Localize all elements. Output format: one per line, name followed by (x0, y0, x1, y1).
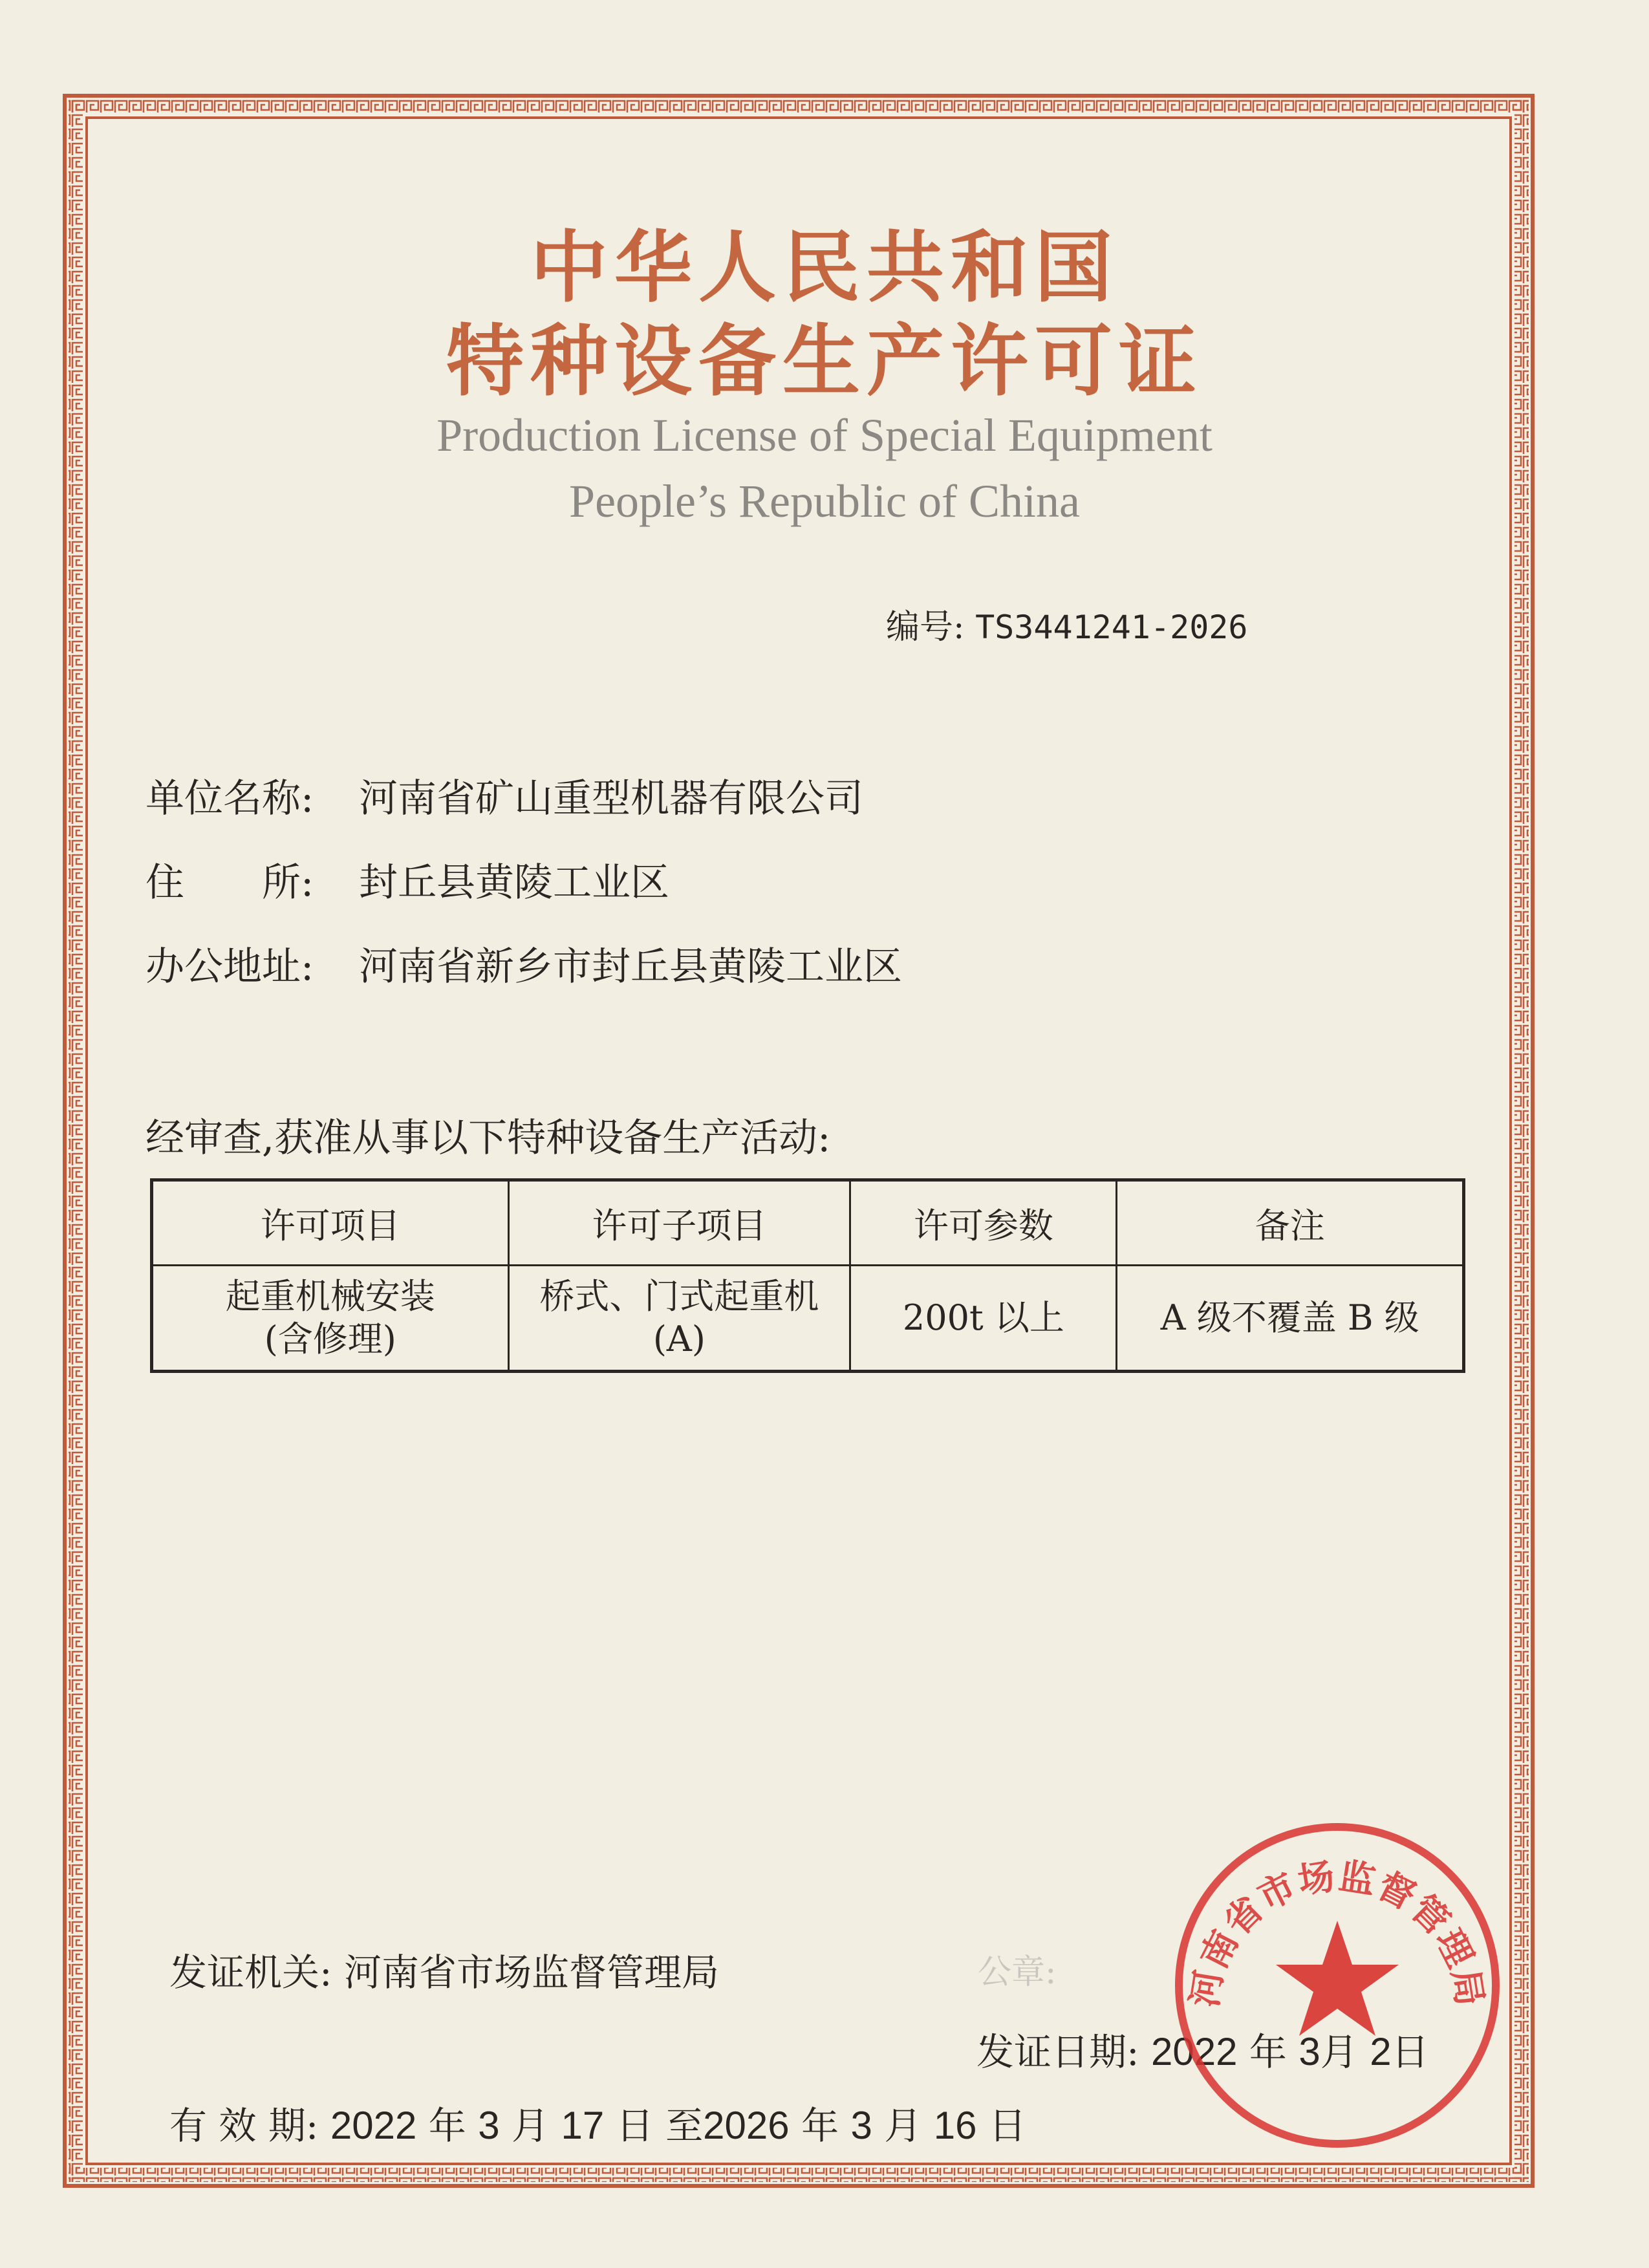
official-seal-stamp (1169, 1817, 1505, 2154)
validity-from-year: 2022 (330, 2104, 417, 2147)
header-remarks: 备注 (1117, 1180, 1464, 1266)
unit-name-label: 单位名称: (146, 776, 314, 821)
title-english-line1: Production License of Special Equipment (436, 409, 1212, 461)
item-line1: 起重机械安装 (225, 1276, 435, 1317)
cell-license-item (152, 1266, 509, 1372)
address-field (146, 857, 669, 909)
cell-remarks: A 级不覆盖 B 级 (1117, 1266, 1464, 1372)
issuer-label: 发证机关: (169, 1950, 332, 1994)
validity-to-month-unit: 月 (884, 2104, 922, 2148)
title-english-line2: People’s Republic of China (569, 475, 1080, 527)
office-address-label: 办公地址: (146, 944, 314, 989)
title-chinese-line2: 特种设备生产许可证 (446, 317, 1203, 407)
seal-star-icon (1276, 1921, 1399, 2036)
item-line2: (含修理) (264, 1319, 396, 1359)
validity-to-word: 至 (665, 2104, 704, 2148)
office-address-value: 河南省新乡市封丘县黄陵工业区 (359, 944, 902, 989)
header-license-parameter: 许可参数 (850, 1180, 1117, 1266)
table-row (152, 1266, 1464, 1372)
header-license-subitem: 许可子项目 (508, 1180, 850, 1266)
approval-intro: 经审查,获准从事以下特种设备生产活动: (146, 1116, 831, 1161)
issuer-value: 河南省市场监督管理局 (343, 1950, 719, 1994)
validity-from-year-unit: 年 (428, 2104, 466, 2148)
validity-to-day: 16 (933, 2104, 977, 2147)
header-license-item: 许可项目 (152, 1180, 509, 1266)
validity-to-year: 2026 (703, 2104, 790, 2147)
validity-from-day: 17 (561, 2104, 605, 2147)
issue-month: 3 (1299, 2030, 1320, 2073)
validity-to-day-unit: 日 (988, 2104, 1026, 2148)
serial-number (886, 605, 1248, 650)
subitem-line1: 桥式、门式起重机 (539, 1276, 819, 1317)
issue-date-label: 发证日期: (976, 2030, 1139, 2074)
issue-year-unit: 年 (1249, 2030, 1287, 2074)
validity-period (169, 2100, 1026, 2152)
validity-from-month-unit: 月 (512, 2104, 550, 2148)
issue-month-unit: 月 (1320, 2030, 1358, 2074)
unit-name-value: 河南省矿山重型机器有限公司 (359, 776, 863, 821)
office-address-field (146, 941, 902, 993)
validity-from-day-unit: 日 (616, 2104, 654, 2148)
issue-year: 2022 (1150, 2030, 1238, 2073)
title-chinese-line1: 中华人民共和国 (530, 223, 1119, 313)
subitem-line2: (A) (652, 1319, 706, 1359)
validity-label: 有 效 期: (169, 2104, 319, 2148)
issue-day-unit: 日 (1391, 2030, 1429, 2074)
issuing-authority (169, 1947, 719, 1998)
address-label: 住 所: (146, 860, 314, 905)
serial-value: TS3441241-2026 (975, 609, 1248, 646)
table-header-row (152, 1180, 1464, 1266)
unit-name-field (146, 773, 863, 825)
validity-from-month: 3 (478, 2104, 500, 2147)
issue-day: 2 (1370, 2030, 1392, 2073)
validity-to-year-unit: 年 (801, 2104, 839, 2148)
seal-text: 河南省市场监督管理局 (1183, 1855, 1491, 2010)
official-seal-label: 公章: (978, 1953, 1057, 1992)
validity-to-month: 3 (850, 2104, 872, 2147)
cell-license-subitem (508, 1266, 850, 1372)
serial-label: 编号: (886, 608, 965, 647)
cell-license-parameter: 200t 以上 (850, 1266, 1117, 1372)
license-table (150, 1178, 1465, 1373)
address-value: 封丘县黄陵工业区 (359, 860, 669, 905)
